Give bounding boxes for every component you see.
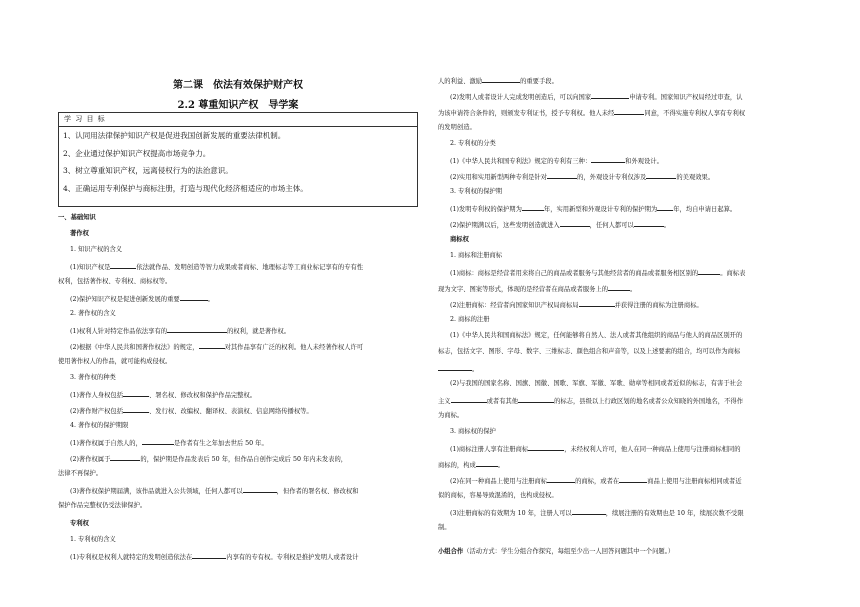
text-line: (2)与我国的国家名称、国旗、国徽、国歌、军旗、军徽、军歌、勋章等相同或者近似的标志，有害于社会: [450, 380, 743, 387]
text-line: 的发明创造。: [438, 124, 476, 131]
fill-blank[interactable]: [619, 476, 647, 483]
lesson-subtitle: 2.2 尊重知识产权 导学案: [177, 100, 299, 111]
objective-item: 1、认同用法律保护知识产权是促进我国创新发展的重要法律机制。: [63, 131, 286, 140]
fill-blank[interactable]: [528, 444, 564, 451]
text-line: 标志，包括文字、图形、字母、数字、三维标志、颜色组合和声音等，以及上述要素的组合，均可以作为商标: [438, 348, 741, 355]
fill-blank[interactable]: [482, 76, 520, 83]
text-line: (3)著作权保护期届满，该作品就进入公共领域，任何人都可以 ，但作者的署名权、修改权和: [70, 488, 359, 495]
fill-blank[interactable]: [608, 284, 630, 291]
fill-blank[interactable]: [451, 396, 487, 403]
fill-blank[interactable]: [634, 220, 664, 227]
text-line: (1)专利权是权利人就特定的发明创造依法在 内享有的专有权。专利权是推护发明人或者设计: [70, 554, 359, 561]
text-line: (1)发明专利权的保护期为 年，实用新型和外观设计专利的保护期为 年，均自申请日起算。: [450, 206, 737, 213]
text-line: (2)著作财产权包括 、发行权、改编权、翻译权、表演权、信息网络传播权等。: [70, 408, 313, 415]
text-line: (1)《中华人民共和国专利法》规定的专利有三种： 和外观设计。: [450, 158, 663, 165]
objective-item: 2、企业通过保护知识产权提高市场竞争力。: [63, 148, 211, 158]
text-line: (1)著作权属于自然人的， 是作者有生之年加去世后 50 年。: [70, 440, 268, 447]
text-line: (1)权利人针对特定作品依法享有的 的权利，就是著作权。: [70, 328, 291, 335]
text-line: 权利，包括著作权、专利权、商标权等。: [58, 278, 172, 285]
fill-blank[interactable]: [180, 294, 208, 301]
fill-blank[interactable]: [476, 460, 498, 467]
fill-blank[interactable]: [142, 438, 174, 445]
fill-blank[interactable]: [192, 552, 226, 559]
text-line: 主义 或者有其他 的标志，县级以上行政区划的地名或者公众知晓的外国地名，不得作: [438, 398, 743, 405]
text-line: 制。: [438, 524, 451, 531]
text-line: 人的利益、激励 的重要手段。: [438, 78, 558, 85]
objectives-header: 学 习 目 标: [59, 113, 417, 127]
fill-blank[interactable]: [438, 364, 472, 371]
objective-item: 3、树立尊重知识产权，远离侵权行为的法治意识。: [63, 166, 233, 175]
text-line: 现为文字、图案等形式，体现的是经营者在商品或者服务上的 。: [438, 286, 637, 293]
topic-heading-patent: 专利权: [70, 520, 89, 527]
text-line: 2. 商标的注册: [450, 316, 490, 323]
text-line: (2)发明人或者设计人完成发明创造后，可以向国家 申请专利。国家知识产权局经过审查，认: [450, 94, 743, 101]
fill-blank[interactable]: [123, 406, 149, 413]
text-line: (2)保护期满以后，这些发明创造就进入 ，任何人都可以 。: [450, 222, 671, 229]
text-line: 1. 商标和注册商标: [450, 252, 503, 259]
text-line: 使用著作权人的作品，就可能构成侵权。: [58, 358, 172, 365]
text-line: (2)根据《中华人民共和国著作权法》的规定， 对其作品享有广泛的权利。他人未经著作权人许可: [70, 344, 364, 351]
group-work-instructions: （活动方式：学生分组合作探究，每组至少出一人回答问题其中一个问题。）: [463, 548, 675, 555]
group-work-label: 小组合作: [438, 548, 464, 555]
text-line: (1)《中华人民共和国商标法》规定，任何能够将自然人、法人或者其他组织的商品与他人的商品区别开的: [450, 332, 743, 339]
text-line: 3. 著作权的种类: [70, 374, 116, 381]
topic-heading-trademark: 商标权: [450, 236, 469, 243]
fill-blank[interactable]: [579, 300, 615, 307]
fill-blank[interactable]: [110, 454, 140, 461]
section-heading: 一、基础知识: [58, 214, 96, 221]
text-line: (3)注册商标的有效期为 10 年，注册人可以 ，续展注册的有效期也是 10 年，续展次数不受限: [450, 510, 744, 517]
text-line: 商标的，构成 。: [438, 462, 505, 469]
text-line: (1)著作人身权包括 、署名权、修改权和保护作品完整权。: [70, 392, 257, 399]
text-line: 似的商标，容易导致混淆的，也构成侵权。: [438, 492, 558, 499]
fill-blank[interactable]: [657, 204, 673, 211]
fill-blank[interactable]: [518, 396, 554, 403]
objectives-box: [58, 112, 418, 207]
text-line: (2)著作权属于 的，保护期是作品发表后 50 年，但作品自创作完成后 50 年内未发表的，: [70, 456, 348, 463]
fill-blank[interactable]: [572, 508, 606, 515]
fill-blank[interactable]: [522, 204, 544, 211]
lesson-title: 第二课 依法有效保护财产权: [173, 80, 303, 91]
fill-blank[interactable]: [646, 172, 676, 179]
text-line: (2)实用和实用新型两种专利是针对 的，外观设计专利仅涉及 的美观效果。: [450, 174, 715, 181]
text-line: 3. 商标权的保护: [450, 428, 496, 435]
group-work-line: [438, 548, 674, 556]
fill-blank[interactable]: [547, 476, 575, 483]
text-line: 3. 专利权的保护期: [450, 188, 503, 195]
text-line: 2. 专利权的分类: [450, 140, 496, 147]
fill-blank[interactable]: [560, 220, 590, 227]
fill-blank[interactable]: [591, 92, 629, 99]
text-line: (2)注册商标：经营者向国家知识产权局商标局 并获得注册的商标为注册商标。: [450, 302, 703, 309]
fill-blank[interactable]: [591, 156, 625, 163]
fill-blank[interactable]: [110, 262, 136, 269]
fill-blank[interactable]: [167, 326, 227, 333]
text-line: 。: [438, 364, 478, 374]
text-line: (2)保护知识产权是促进创新发展的重要 。: [70, 296, 214, 303]
text-line: 1. 专利权的含义: [70, 536, 116, 543]
text-line: 为该申请符合条件的，则颁发专利证书，授予专利权。他人未经 同意，不得实施专利权人享有专利权: [438, 110, 746, 117]
text-line: 1. 知识产权的含义: [70, 246, 123, 253]
text-line: 4. 著作权的保护期限: [70, 422, 129, 429]
text-line: (1)商标注册人享有注册商标 ，未经权利人许可，他人在同一种商品上使用与注册商标相同的: [450, 446, 741, 453]
objective-item: 4、正确运用专利保护与商标注册，打造与现代化经济相适应的市场主体。: [63, 183, 308, 193]
fill-blank[interactable]: [243, 486, 277, 493]
text-line: 2. 著作权的含义: [70, 310, 116, 317]
text-line: (2)在同一种商品上使用与注册商标 的商标，或者在 商品上使用与注册商标相同或者近: [450, 478, 742, 485]
text-line: 保护作品完整权仍受法律保护。: [58, 502, 147, 509]
fill-blank[interactable]: [547, 172, 577, 179]
text-line: (1)知识产权是 依法就作品、发明创造等智力成果或者商标、地理标志等工商业标记享有的专有性: [70, 264, 364, 271]
topic-heading-copyright: 著作权: [70, 230, 89, 237]
text-line: (1)商标：商标是经营者用来将自己的商品或者服务与其他经营者的商品或者服务相区别的 。商标表: [450, 270, 746, 277]
text-line: 法律不再保护。: [58, 470, 103, 477]
text-line: 为商标。: [438, 412, 464, 419]
fill-blank[interactable]: [199, 342, 225, 349]
fill-blank[interactable]: [614, 108, 644, 115]
fill-blank[interactable]: [123, 390, 149, 397]
fill-blank[interactable]: [698, 268, 720, 275]
